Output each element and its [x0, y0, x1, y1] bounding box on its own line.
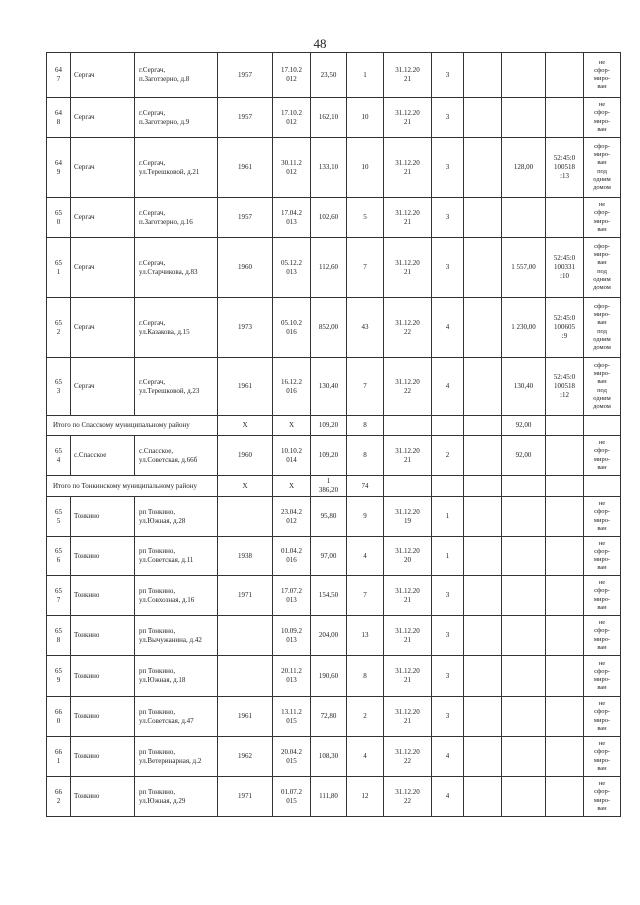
cadastral-cell: [546, 697, 584, 737]
municipality-cell: Тонкино: [71, 697, 135, 737]
year-cell: X: [218, 476, 273, 497]
address-cell: рп Тонкино, ул.Вычужанина, д.42: [135, 616, 218, 656]
area-cell: 102,60: [311, 198, 347, 238]
municipality-cell: Сергач: [71, 98, 135, 138]
residents-cell: 74: [347, 476, 384, 497]
area-cell: 95,80: [311, 497, 347, 537]
year-cell: [218, 656, 273, 697]
cadastral-cell: [546, 737, 584, 777]
land-area-cell: [502, 616, 546, 656]
municipality-cell: Сергач: [71, 298, 135, 358]
date-cell: X: [273, 476, 311, 497]
category-cell: 4: [432, 298, 464, 358]
residents-cell: 5: [347, 198, 384, 238]
land-area-cell: [502, 537, 546, 576]
residents-cell: 7: [347, 238, 384, 298]
cadastral-cell: 52:45:0 100518 :13: [546, 138, 584, 198]
land-area-cell: 1 230,00: [502, 298, 546, 358]
date-cell: 13.11.2 015: [273, 697, 311, 737]
residents-cell: 8: [347, 656, 384, 697]
row-number-cell: 65 8: [47, 616, 71, 656]
row-number-cell: 64 8: [47, 98, 71, 138]
total-label-cell: Итого по Тонкинскому муниципальному району: [47, 476, 218, 497]
table-row: [47, 358, 621, 416]
term-cell: [384, 476, 432, 497]
land-area-cell: [502, 98, 546, 138]
residents-cell: 7: [347, 358, 384, 416]
row-number-cell: 65 9: [47, 656, 71, 697]
cadastral-cell: 52:45:0 100331 :10: [546, 238, 584, 298]
year-cell: 1961: [218, 138, 273, 198]
municipality-cell: Тонкино: [71, 737, 135, 777]
term-cell: 31.12.20 22: [384, 358, 432, 416]
date-cell: 16.12.2 016: [273, 358, 311, 416]
residents-cell: 2: [347, 697, 384, 737]
area-cell: 108,30: [311, 737, 347, 777]
cadastral-cell: [546, 656, 584, 697]
row-number-cell: 66 1: [47, 737, 71, 777]
empty-cell: [464, 497, 502, 537]
date-cell: 01.07.2 015: [273, 777, 311, 817]
empty-cell: [464, 98, 502, 138]
residents-cell: 7: [347, 576, 384, 616]
category-cell: 3: [432, 697, 464, 737]
year-cell: [218, 616, 273, 656]
area-cell: 162,10: [311, 98, 347, 138]
date-cell: 01.04.2 016: [273, 537, 311, 576]
cadastral-cell: [546, 576, 584, 616]
status-cell: не сфор- миро- ван: [584, 656, 621, 697]
date-cell: X: [273, 416, 311, 436]
address-cell: рп Тонкино, ул.Ветеринарная, д.2: [135, 737, 218, 777]
year-cell: 1960: [218, 436, 273, 476]
status-cell: не сфор- миро- ван: [584, 198, 621, 238]
empty-cell: [464, 436, 502, 476]
address-cell: г.Сергач, п.Заготзерно, д.16: [135, 198, 218, 238]
municipality-cell: Сергач: [71, 238, 135, 298]
empty-cell: [464, 138, 502, 198]
area-cell: 190,60: [311, 656, 347, 697]
residents-cell: 43: [347, 298, 384, 358]
date-cell: 05.10.2 016: [273, 298, 311, 358]
table-row: [47, 98, 621, 138]
row-number-cell: 66 2: [47, 777, 71, 817]
table-row: [47, 697, 621, 737]
cadastral-cell: [546, 416, 584, 436]
land-area-cell: [502, 576, 546, 616]
land-area-cell: [502, 53, 546, 98]
municipality-cell: Тонкино: [71, 497, 135, 537]
date-cell: 10.10.2 014: [273, 436, 311, 476]
term-cell: 31.12.20 21: [384, 198, 432, 238]
row-number-cell: 65 3: [47, 358, 71, 416]
residents-cell: 9: [347, 497, 384, 537]
table-row: [47, 656, 621, 697]
term-cell: 31.12.20 21: [384, 656, 432, 697]
status-cell: не сфор- миро- ван: [584, 576, 621, 616]
term-cell: 31.12.20 22: [384, 777, 432, 817]
status-cell: сфор- миро- ван под одним домом: [584, 138, 621, 198]
empty-cell: [464, 697, 502, 737]
land-area-cell: [502, 656, 546, 697]
address-cell: рп Тонкино, ул.Совхозная, д.16: [135, 576, 218, 616]
cadastral-cell: [546, 497, 584, 537]
category-cell: 3: [432, 98, 464, 138]
cadastral-cell: [546, 436, 584, 476]
category-cell: 3: [432, 198, 464, 238]
area-cell: 204,00: [311, 616, 347, 656]
table-row: [47, 138, 621, 198]
municipality-cell: Тонкино: [71, 576, 135, 616]
status-cell: [584, 476, 621, 497]
residents-cell: 13: [347, 616, 384, 656]
term-cell: 31.12.20 22: [384, 298, 432, 358]
status-cell: не сфор- миро- ван: [584, 98, 621, 138]
year-cell: 1971: [218, 576, 273, 616]
municipality-cell: Тонкино: [71, 537, 135, 576]
address-cell: рп Тонкино, ул.Советская, д.11: [135, 537, 218, 576]
empty-cell: [464, 737, 502, 777]
land-area-cell: [502, 476, 546, 497]
address-cell: г.Сергач, п.Заготзерно, д.9: [135, 98, 218, 138]
status-cell: не сфор- миро- ван: [584, 537, 621, 576]
empty-cell: [464, 656, 502, 697]
cadastral-cell: [546, 476, 584, 497]
term-cell: 31.12.20 21: [384, 53, 432, 98]
empty-cell: [464, 576, 502, 616]
empty-cell: [464, 777, 502, 817]
cadastral-cell: 52:45:0 100518 :12: [546, 358, 584, 416]
municipality-cell: Тонкино: [71, 777, 135, 817]
category-cell: 3: [432, 576, 464, 616]
residents-cell: 10: [347, 98, 384, 138]
housing-register-table: [46, 52, 621, 817]
address-cell: г.Сергач, ул.Терешковой, д.21: [135, 138, 218, 198]
category-cell: 3: [432, 238, 464, 298]
land-area-cell: [502, 497, 546, 537]
term-cell: 31.12.20 20: [384, 537, 432, 576]
term-cell: 31.12.20 21: [384, 576, 432, 616]
address-cell: г.Сергач, п.Заготзерно, д.8: [135, 53, 218, 98]
address-cell: г.Сергач, ул.Казакова, д.15: [135, 298, 218, 358]
municipality-cell: Сергач: [71, 358, 135, 416]
residents-cell: 8: [347, 436, 384, 476]
municipality-cell: Сергач: [71, 198, 135, 238]
table-row: [47, 298, 621, 358]
status-cell: не сфор- миро- ван: [584, 777, 621, 817]
table-row: [47, 777, 621, 817]
table-row: [47, 53, 621, 98]
residents-cell: 4: [347, 537, 384, 576]
total-row: [47, 416, 621, 436]
year-cell: 1971: [218, 777, 273, 817]
empty-cell: [464, 416, 502, 436]
category-cell: 4: [432, 358, 464, 416]
year-cell: [218, 497, 273, 537]
municipality-cell: Сергач: [71, 53, 135, 98]
area-cell: 1 386,20: [311, 476, 347, 497]
address-cell: рп Тонкино, ул.Советская, д.47: [135, 697, 218, 737]
table-row: [47, 537, 621, 576]
status-cell: не сфор- миро- ван: [584, 616, 621, 656]
area-cell: 109,20: [311, 416, 347, 436]
category-cell: 3: [432, 616, 464, 656]
municipality-cell: Тонкино: [71, 656, 135, 697]
land-area-cell: [502, 697, 546, 737]
empty-cell: [464, 53, 502, 98]
status-cell: сфор- миро- ван под одним домом: [584, 238, 621, 298]
land-area-cell: 92,00: [502, 436, 546, 476]
area-cell: 97,00: [311, 537, 347, 576]
term-cell: 31.12.20 21: [384, 436, 432, 476]
row-number-cell: 65 5: [47, 497, 71, 537]
term-cell: 31.12.20 21: [384, 616, 432, 656]
status-cell: не сфор- миро- ван: [584, 697, 621, 737]
cadastral-cell: [546, 53, 584, 98]
status-cell: не сфор- миро- ван: [584, 436, 621, 476]
status-cell: сфор- миро- ван под одним домом: [584, 358, 621, 416]
date-cell: 17.10.2 012: [273, 98, 311, 138]
area-cell: 23,50: [311, 53, 347, 98]
row-number-cell: 64 9: [47, 138, 71, 198]
category-cell: 4: [432, 737, 464, 777]
area-cell: 154,50: [311, 576, 347, 616]
term-cell: 31.12.20 21: [384, 238, 432, 298]
empty-cell: [464, 537, 502, 576]
total-label-cell: Итого по Спасскому муниципальному району: [47, 416, 218, 436]
date-cell: 05.12.2 013: [273, 238, 311, 298]
empty-cell: [464, 476, 502, 497]
cadastral-cell: [546, 616, 584, 656]
area-cell: 111,80: [311, 777, 347, 817]
table-row: [47, 616, 621, 656]
year-cell: 1961: [218, 697, 273, 737]
row-number-cell: 65 7: [47, 576, 71, 616]
table-row: [47, 497, 621, 537]
area-cell: 72,80: [311, 697, 347, 737]
land-area-cell: [502, 737, 546, 777]
date-cell: 17.04.2 013: [273, 198, 311, 238]
status-cell: [584, 416, 621, 436]
land-area-cell: 92,00: [502, 416, 546, 436]
year-cell: 1960: [218, 238, 273, 298]
empty-cell: [464, 198, 502, 238]
table-row: [47, 737, 621, 777]
land-area-cell: 130,40: [502, 358, 546, 416]
cadastral-cell: 52:45:0 100605 :9: [546, 298, 584, 358]
date-cell: 20.11.2 013: [273, 656, 311, 697]
date-cell: 30.11.2 012: [273, 138, 311, 198]
term-cell: 31.12.20 21: [384, 138, 432, 198]
row-number-cell: 65 6: [47, 537, 71, 576]
term-cell: 31.12.20 19: [384, 497, 432, 537]
term-cell: 31.12.20 22: [384, 737, 432, 777]
term-cell: [384, 416, 432, 436]
page-number: 48: [313, 36, 327, 51]
residents-cell: 1: [347, 53, 384, 98]
category-cell: 3: [432, 53, 464, 98]
year-cell: X: [218, 416, 273, 436]
land-area-cell: 128,00: [502, 138, 546, 198]
address-cell: г.Сергач, ул.Терешковой, д.23: [135, 358, 218, 416]
municipality-cell: Сергач: [71, 138, 135, 198]
area-cell: 130,40: [311, 358, 347, 416]
year-cell: 1957: [218, 98, 273, 138]
category-cell: 2: [432, 436, 464, 476]
category-cell: [432, 416, 464, 436]
empty-cell: [464, 358, 502, 416]
table-row: [47, 576, 621, 616]
address-cell: рп Тонкино, ул.Южная, д.28: [135, 497, 218, 537]
year-cell: 1973: [218, 298, 273, 358]
land-area-cell: 1 557,00: [502, 238, 546, 298]
category-cell: 3: [432, 656, 464, 697]
row-number-cell: 65 0: [47, 198, 71, 238]
table-row: [47, 436, 621, 476]
address-cell: с.Спасское, ул.Советская, д.66б: [135, 436, 218, 476]
category-cell: 1: [432, 537, 464, 576]
category-cell: 4: [432, 777, 464, 817]
year-cell: 1962: [218, 737, 273, 777]
year-cell: 1938: [218, 537, 273, 576]
empty-cell: [464, 298, 502, 358]
category-cell: 1: [432, 497, 464, 537]
table-row: [47, 198, 621, 238]
row-number-cell: 65 2: [47, 298, 71, 358]
empty-cell: [464, 616, 502, 656]
empty-cell: [464, 238, 502, 298]
address-cell: рп Тонкино, ул.Южная, д.29: [135, 777, 218, 817]
cadastral-cell: [546, 537, 584, 576]
area-cell: 133,10: [311, 138, 347, 198]
residents-cell: 12: [347, 777, 384, 817]
status-cell: не сфор- миро- ван: [584, 737, 621, 777]
area-cell: 109,20: [311, 436, 347, 476]
year-cell: 1961: [218, 358, 273, 416]
table-row: [47, 238, 621, 298]
total-row: [47, 476, 621, 497]
row-number-cell: 65 1: [47, 238, 71, 298]
cadastral-cell: [546, 777, 584, 817]
year-cell: 1957: [218, 53, 273, 98]
category-cell: 3: [432, 138, 464, 198]
date-cell: 17.07.2 013: [273, 576, 311, 616]
residents-cell: 8: [347, 416, 384, 436]
status-cell: не сфор- миро- ван: [584, 53, 621, 98]
date-cell: 20.04.2 015: [273, 737, 311, 777]
date-cell: 10.09.2 013: [273, 616, 311, 656]
area-cell: 112,60: [311, 238, 347, 298]
address-cell: рп Тонкино, ул.Южная, д.18: [135, 656, 218, 697]
term-cell: 31.12.20 21: [384, 697, 432, 737]
municipality-cell: Тонкино: [71, 616, 135, 656]
land-area-cell: [502, 777, 546, 817]
row-number-cell: 65 4: [47, 436, 71, 476]
cadastral-cell: [546, 98, 584, 138]
date-cell: 17.10.2 012: [273, 53, 311, 98]
residents-cell: 4: [347, 737, 384, 777]
land-area-cell: [502, 198, 546, 238]
municipality-cell: с.Спасское: [71, 436, 135, 476]
status-cell: не сфор- миро- ван: [584, 497, 621, 537]
term-cell: 31.12.20 21: [384, 98, 432, 138]
residents-cell: 10: [347, 138, 384, 198]
cadastral-cell: [546, 198, 584, 238]
row-number-cell: 64 7: [47, 53, 71, 98]
status-cell: сфор- миро- ван под одним домом: [584, 298, 621, 358]
address-cell: г.Сергач, ул.Старчикова, д.83: [135, 238, 218, 298]
row-number-cell: 66 0: [47, 697, 71, 737]
area-cell: 852,00: [311, 298, 347, 358]
category-cell: [432, 476, 464, 497]
year-cell: 1957: [218, 198, 273, 238]
date-cell: 23.04.2 012: [273, 497, 311, 537]
